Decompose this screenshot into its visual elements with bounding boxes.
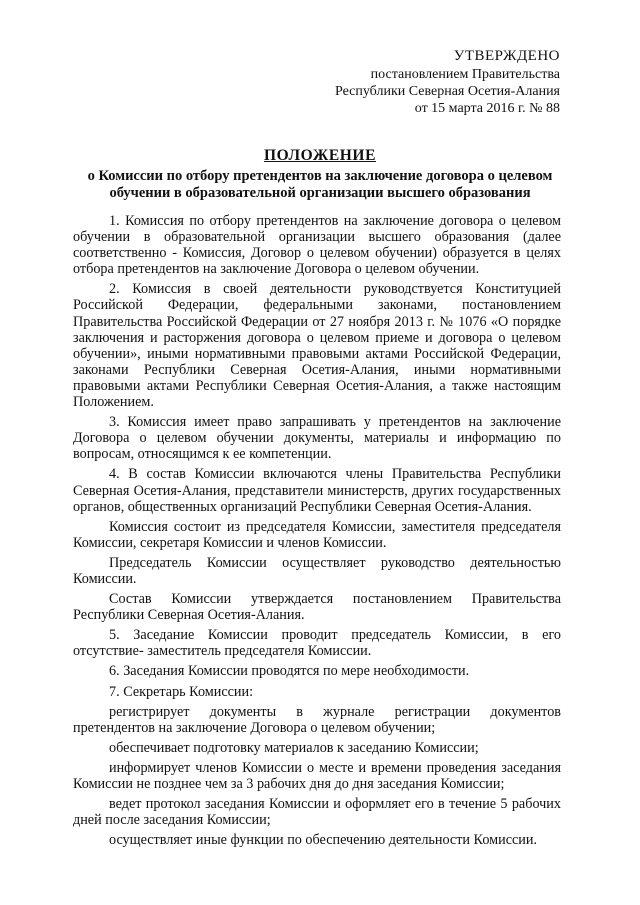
paragraph-6: 6. Заседания Комиссии проводятся по мере необходимости. [109,663,470,680]
title-block [70,146,570,202]
paragraph-4: 4. В состав Комиссии включаются члены Правительства Республики Северная Осетия-Алания, представители министерств, других государственных органов, общественных организаций Республики Северная Осетия-Алания. [73,466,561,515]
paragraph-2: 2. Комиссия в своей деятельности руководствуется Конституцией Российской Федерации, федеральными законами, постановлением Правительства Российской Федерации от 27 ноября 2013 г. № 1076 «О порядке заключения и расторжения договора о целевом приеме и договора о целевом обучении», иными нормативными правовыми актами Российской Федерации, законами Республики Северная Осетия-Алания, иными нормативными правовыми актами Республики Северная Осетия-Алания, а также настоящим Положением. [73,281,561,411]
secretary-duty-inform: информирует членов Комиссии о месте и времени проведения заседания Комиссии не позднее чем за 3 рабочих дня до дня заседания Комиссии; [73,759,561,792]
paragraph-3: 3. Комиссия имеет право запрашивать у претендентов на заключение Договора о целевом обучении документы, материалы и информацию по вопросам, относящимся к ее компетенции. [73,414,561,463]
secretary-duty-prepare: обеспечивает подготовку материалов к заседанию Комиссии; [109,739,479,756]
paragraph-5: 5. Заседание Комиссии проводит председатель Комиссии, в его отсутствие- заместитель председателя Комиссии. [73,627,561,660]
paragraph-composition: Комиссия состоит из председателя Комиссии, заместителя председателя Комиссии, секретаря Комиссии и членов Комиссии. [73,518,561,551]
document-subtitle: о Комиссии по отбору претендентов на заключение договора о целевом обучении в образовательной организации высшего образования [87,168,553,201]
approval-line-3: от 15 марта 2016 г. № 88 [414,101,560,116]
secretary-duty-register: регистрирует документы в журнале регистрации документов претендентов на заключение Договора о целевом обучении; [73,703,561,736]
document-title: ПОЛОЖЕНИЕ [263,147,377,164]
approved-label: УТВЕРЖДЕНО [453,48,560,64]
approval-stamp [335,48,560,117]
paragraph-chairman: Председатель Комиссии осуществляет руководство деятельностью Комиссии. [73,554,561,587]
document-body [73,213,561,848]
secretary-duty-other: осуществляет иные функции по обеспечению деятельности Комиссии. [109,832,538,849]
paragraph-7: 7. Секретарь Комиссии: [109,683,254,700]
approval-line-2: Республики Северная Осетия-Алания [335,84,560,99]
paragraph-1: 1. Комиссия по отбору претендентов на заключение договора о целевом обучении в образовательной организации высшего образования (далее соответственно - Комиссия, Договор о целевом обучении) образуется в целях отбора претендентов на заключение Договора о целевом обучении. [73,213,561,278]
approval-line-1: постановлением Правительства [370,67,560,82]
paragraph-staff: Состав Комиссии утверждается постановлением Правительства Республики Северная Осетия-Алания. [73,591,561,624]
secretary-duty-protocol: ведет протокол заседания Комиссии и оформляет его в течение 5 рабочих дней после заседания Комиссии; [73,796,561,829]
